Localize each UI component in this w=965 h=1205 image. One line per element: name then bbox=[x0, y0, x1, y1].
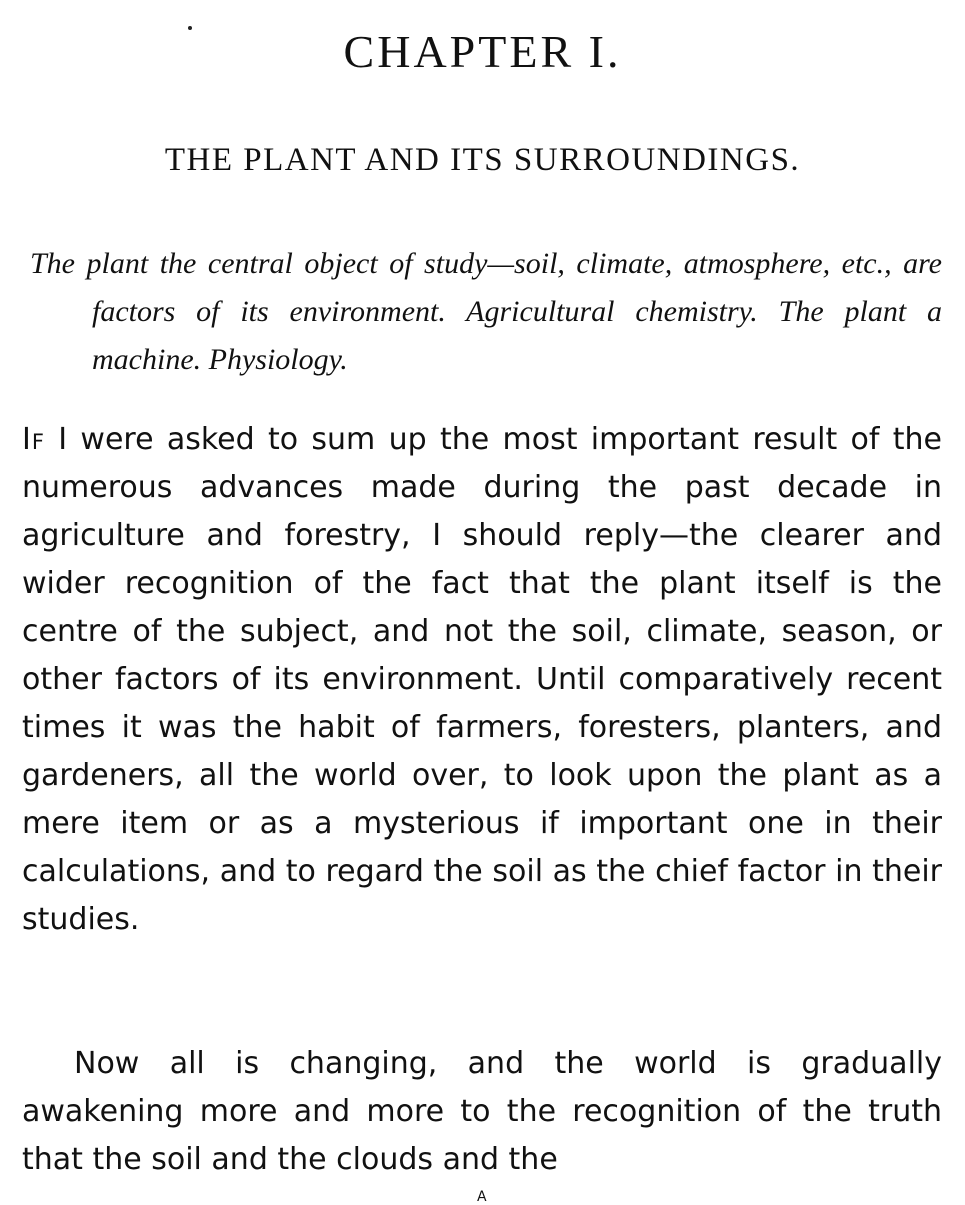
paragraph-1 bbox=[22, 416, 942, 944]
paragraph-2: Now all is changing, and the world is gradually awakening more and more to the recognition of the truth that the soil and the clouds and the bbox=[22, 1046, 942, 1177]
paragraph-1-first-word: If bbox=[22, 422, 45, 457]
chapter-heading: CHAPTER I. bbox=[343, 26, 622, 77]
paragraph-1-text: I were asked to sum up the most important result of the numerous advances made during the past decade in agriculture and forestry, I should reply—the clearer and wider recognition of the fact that the plant itself is the centre of the subject, and not the soil, climate, season, or other factors of its environment. Until comparatively recent times it was the habit of farmers, foresters, planters, and gardeners, all the world over, to look upon the plant as a mere item or as a mysterious if important one in their calculations, and to regard the soil as the chief factor in their studies. bbox=[22, 422, 942, 937]
chapter-title: THE PLANT AND ITS SURROUNDINGS. bbox=[164, 142, 801, 178]
chapter-summary: The plant the central object of study—soil, climate, atmosphere, etc., are factors of its environment. Agricultural chemistry. The plant a machine. Physiology. bbox=[30, 247, 942, 376]
signature-mark: A bbox=[477, 1189, 487, 1205]
